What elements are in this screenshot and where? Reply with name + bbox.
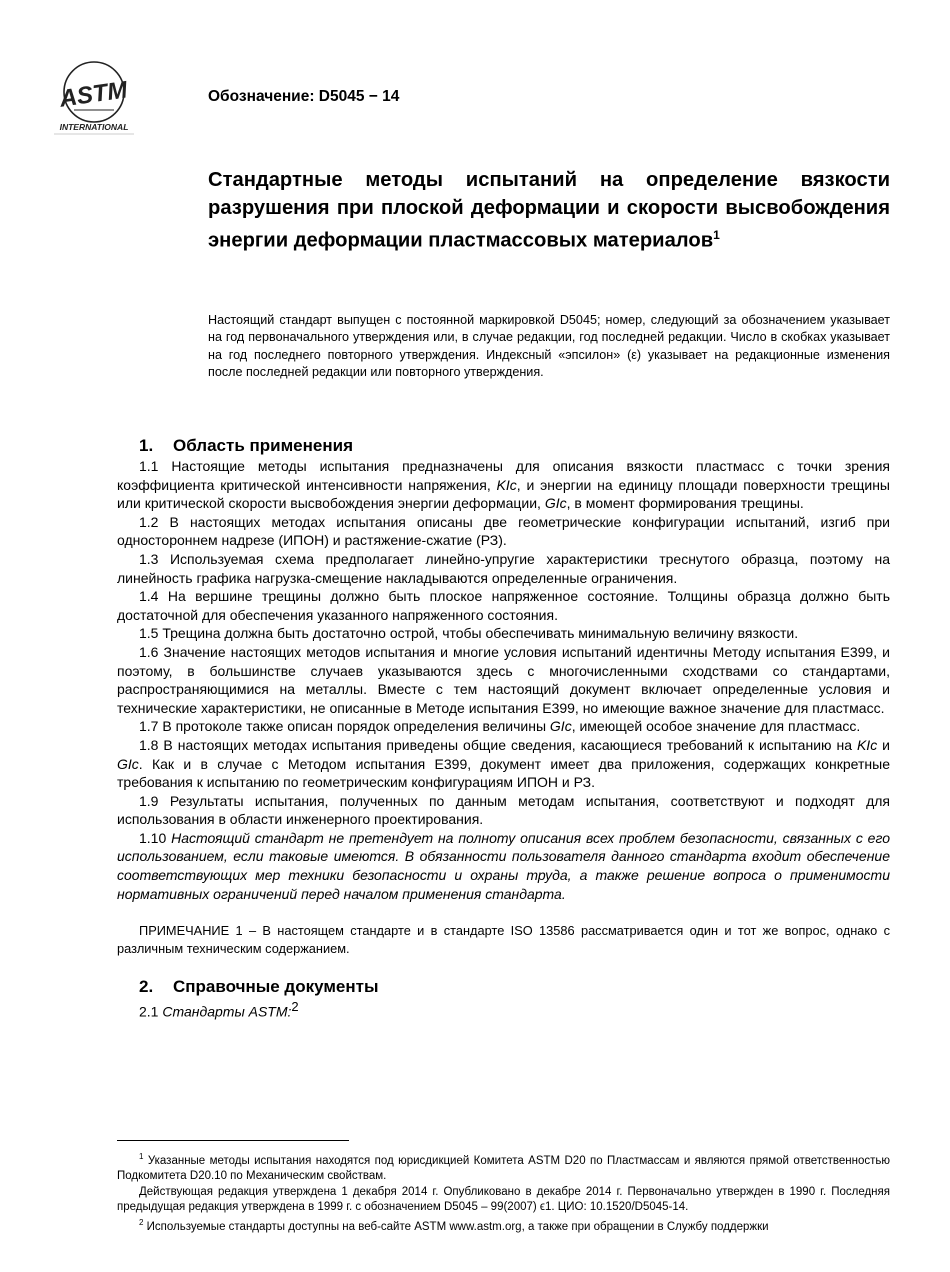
designation: Обозначение: D5045 − 14 [208, 88, 400, 105]
footnote-1-continuation: Действующая редакция утверждена 1 декабря 2014 г. Опубликовано в декабре 2014 г. Первоначально утвержден в 1990 г. Последняя предыдущая редакция утверждена в 1999 г. с обозначением D5045 – 99(2007) ϵ1. ЦИО: 10.1520/D5045-14. [117, 1185, 890, 1214]
paragraph-1-10: 1.10 Настоящий стандарт не претендует на полноту описания всех проблем безопасности, связанных с его использованием, если таковые имеются. В обязанности пользователя данного стандарта входит обеспечение соответствующих мер техники безопасности и охраны труда, а также решение вопроса о применимости нормативных ограничений перед началом применения стандарта. [117, 829, 890, 902]
astm-logo-mark: ASTM [57, 76, 130, 113]
paragraph-1-2: 1.2 В настоящих методах испытания описаны две геометрические конфигурации испытаний, изгиб при одностороннем надрезе (ИПОН) и растяжение-сжатие (РЗ). [117, 513, 890, 549]
paragraph-1-9: 1.9 Результаты испытания, полученных по данным методам испытания, соответствуют и подходят для использования в области инженерного проектирования. [117, 792, 890, 828]
paragraph-1-3: 1.3 Используемая схема предполагает линейно-упругие характеристики треснутого образца, поэтому на линейность графика нагрузка-смещение накладываются определенные ограничения. [117, 550, 890, 586]
main-body [117, 435, 890, 1021]
paragraph-2-1: 2.1 Стандарты ASTM:$^2$ [139, 998, 299, 1020]
section-1-heading: 1. Область применения [139, 436, 354, 455]
footnote-divider [117, 1140, 349, 1141]
note-1: ПРИМЕЧАНИЕ 1 – В настоящем стандарте и в стандарте ISO 13586 рассматривается один и тот же вопрос, однако с различным техническим содержанием. [117, 923, 890, 956]
footnotes [117, 1140, 890, 1236]
footnote-2: $^2$ Используемые стандарты доступны на веб-сайте ASTM www.astm.org, а также при обращении в Службу поддержки [139, 1218, 769, 1234]
paragraph-1-5: 1.5 Трещина должна быть достаточно острой, чтобы обеспечивать минимальную величину вязкости. [139, 625, 799, 642]
paragraph-1-1: 1.1 Настоящие методы испытания предназначены для описания вязкости пластмасс с точки зрения коэффициента критической интенсивности напряжения, KIc, и энергии на единицу площади поверхности трещины или критической скорости высвобождения энергии деформации, GIc, в момент формирования трещины. [117, 458, 890, 512]
footnote-1: $^1$ Указанные методы испытания находятся под юрисдикцией Комитета ASTM D20 по Пластмассам и являются прямой ответственностью Подкомитета D20.10 по Механическим свойствам. [117, 1152, 890, 1183]
astm-logo-org: INTERNATIONAL [59, 122, 129, 132]
paragraph-1-4: 1.4 На вершине трещины должно быть плоское напряженное состояние. Толщины образца должно быть достаточной для обеспечения указанного напряженного состояния. [117, 588, 890, 623]
astm-logo [52, 58, 136, 136]
paragraph-2-1-footnote-mark: 2 [291, 998, 299, 1014]
paragraph-1-8: 1.8 В настоящих методах испытания приведены общие сведения, касающиеся требований к испытанию на KIc и GIc. Как и в случае с Методом испытания E399, документ имеет два приложения, содержащих конкретные требования к испытанию по геометрическим конфигурациям ИПОН и РЗ. [117, 736, 890, 791]
section-2-heading: 2. Справочные документы [139, 976, 379, 996]
issuance-note: Настоящий стандарт выпущен с постоянной маркировкой D5045; номер, следующий за обозначением указывает на год первоначального утверждения или, в случае редакции, год последней редакции. Число в скобках указывает на год последнего повторного утверждения. Индексный «эпсилон» (ε) указывает на редакционные изменения после последней редакции или повторного утверждения. [208, 313, 890, 379]
title-footnote-mark: 1 [713, 228, 720, 242]
paragraph-1-7: 1.7 В протоколе также описан порядок определения величины GIc, имеющей особое значение для пластмасс. [139, 718, 861, 735]
document-title: Стандартные методы испытаний на определение вязкости разрушения при плоской деформации и скорости высвобождения энергии деформации пластмассовых материалов$^1$ [208, 169, 890, 252]
paragraph-1-6: 1.6 Значение настоящих методов испытания и многие условия испытаний идентичны Методу испытания E399, и поэтому, в большинстве случаев указываются здесь с многочисленными сходствами со стандартами, распространяющимися на металлы. Вместе с тем настоящий документ включает определенные условия и технические характеристики, не описанные в Методе испытания E399, но имеющие важное значение для пластмасс. [117, 643, 890, 716]
